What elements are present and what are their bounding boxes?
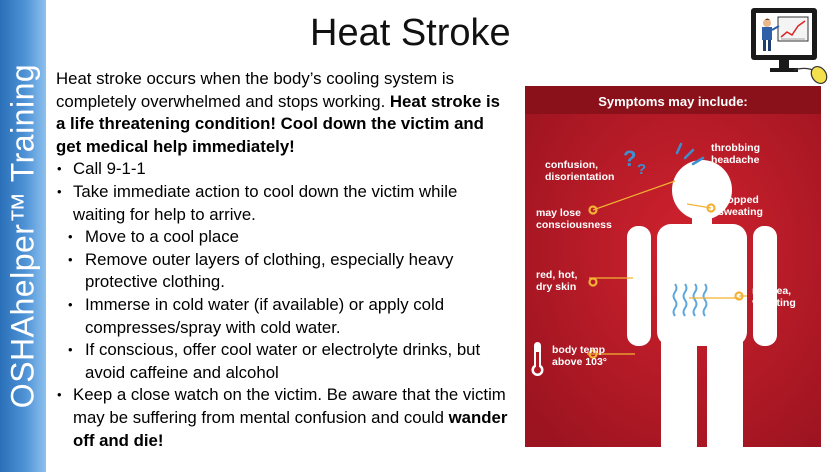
bullet-call-text: Call 9-1-1 [73,159,146,179]
intro-bold: Heat stroke is a life threatening condition! Cool down the victim and get medical help immediately! [56,91,500,156]
label-skin: red, hot, dry skin [536,269,578,293]
sub-bullet-drinks [56,339,512,384]
bullet-watch-bold: wander off and die! [73,407,508,450]
sub-bullet-clothing [56,249,512,294]
bullet-watch [56,384,512,452]
symptoms-title: Symptoms may include: [598,94,748,109]
symptoms-infographic [525,86,821,447]
svg-text:?: ? [637,161,647,178]
bullet-action-text: Take immediate action to cool down the victim while waiting for help to arrive. [73,181,458,224]
bullet-watch-text: Keep a close watch on the victim. Be aware that the victim may be suffering from mental confusion and could [73,385,506,427]
computer-presenter-icon [748,6,832,86]
bullet-action [56,181,512,226]
label-body-temp: body temp above 103° [552,344,607,368]
label-headache: throbbing headache [711,142,760,166]
sub-bullet-move [56,226,512,249]
label-nausea: nausea, vomiting [752,285,796,309]
bullet-call [56,158,512,181]
sub-bullet-immerse [56,294,512,339]
sub-bullet-text: If conscious, offer cool water or electrolyte drinks, but avoid caffeine and alcohol [85,340,481,382]
sub-bullet-text: Immerse in cold water (if available) or apply cold compresses/spray with cold water. [85,294,445,337]
intro-plain: Heat stroke occurs when the body’s cooling system is completely overwhelmed and stops working. [56,69,454,111]
sub-bullet-text: Move to a cool place [85,227,239,247]
intro-paragraph [56,68,512,158]
slide-body [56,68,512,452]
label-confusion: confusion, disorientation [545,159,615,183]
svg-text:?: ? [623,146,637,171]
brand-label: OSHAhelper™ Training [4,63,41,409]
slide-title: Heat Stroke [310,12,511,54]
sub-bullet-text: Remove outer layers of clothing, especially heavy protective clothing. [85,249,454,292]
action-list [56,158,512,452]
label-consciousness: may lose consciousness [536,207,612,231]
sidebar-banner [0,0,46,472]
symptoms-figure [525,86,821,447]
label-sweating: stopped sweating [718,194,763,218]
